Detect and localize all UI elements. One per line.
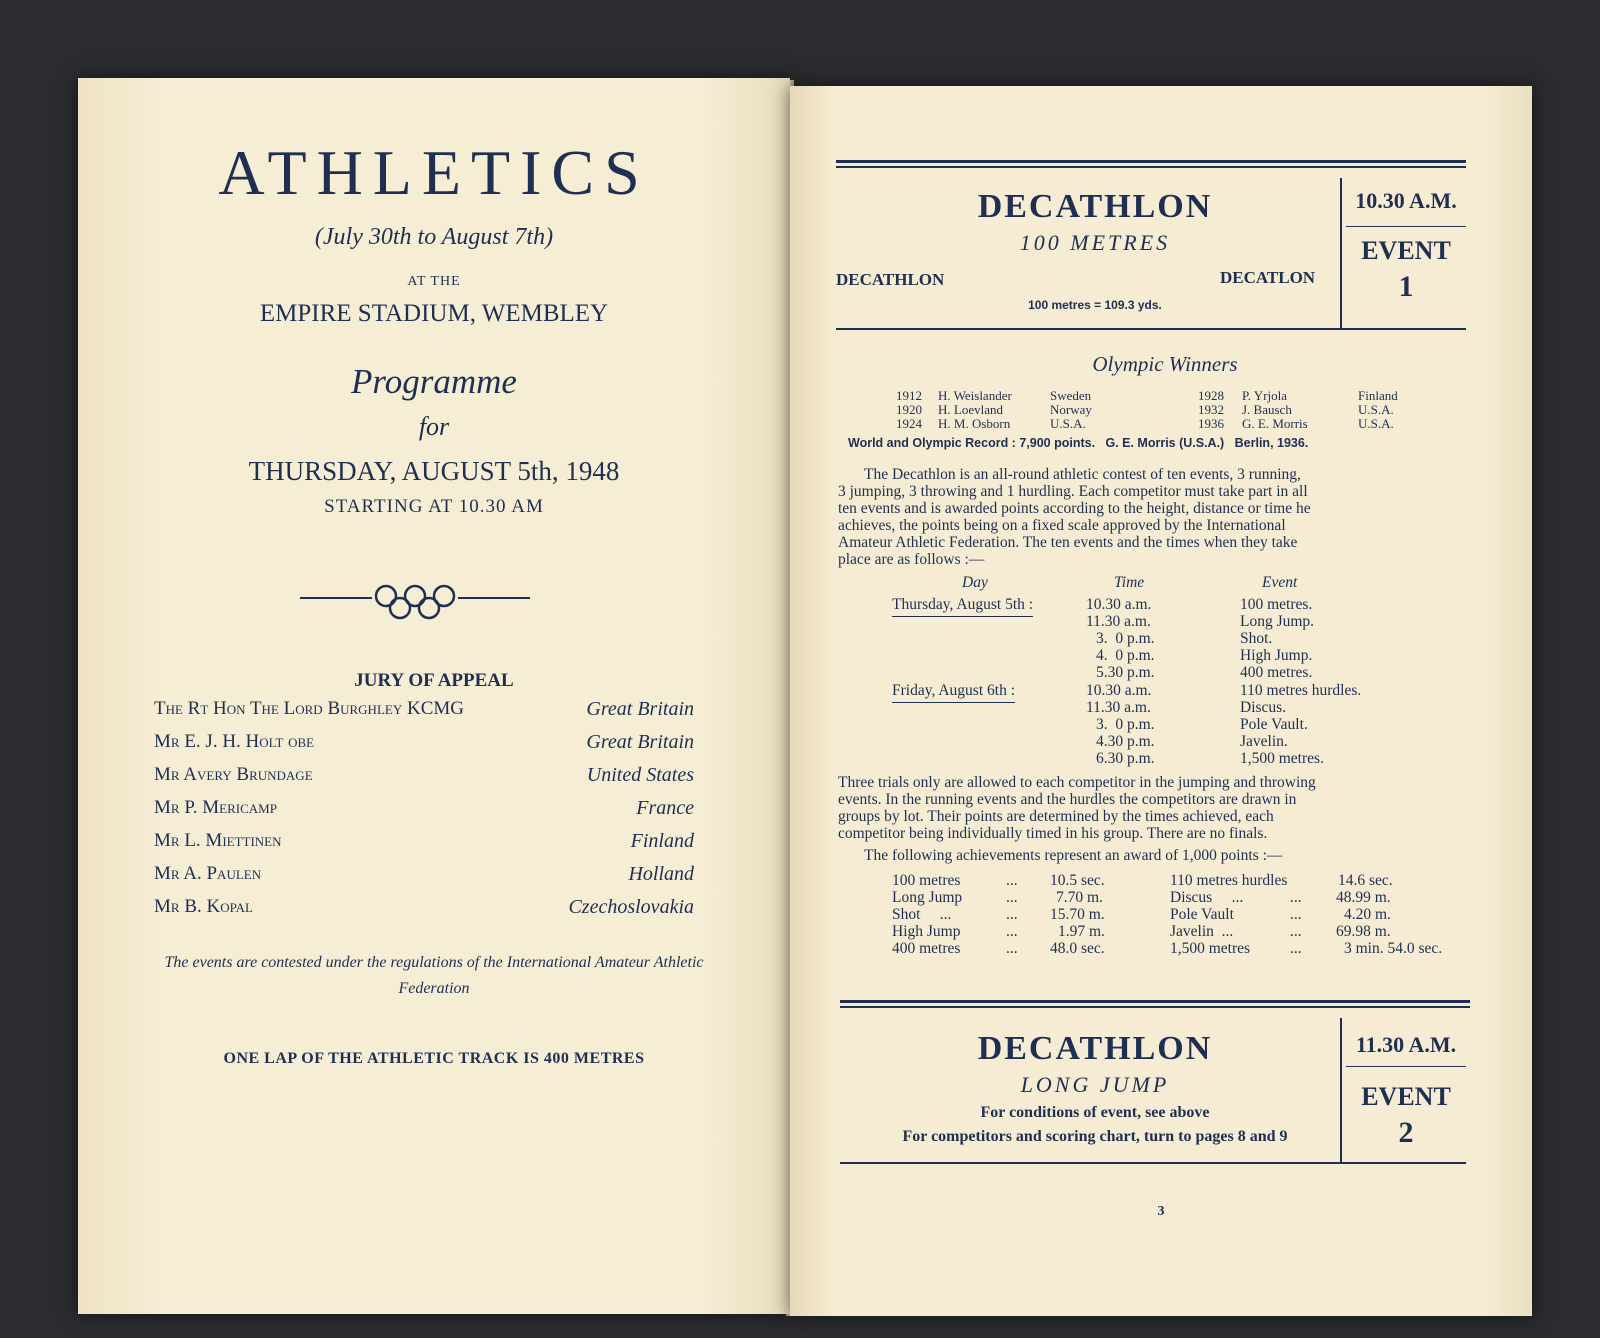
page-number: 3 (1157, 1204, 1165, 1219)
intro-line: The Decathlon is an all-round athletic contest of ten events, 3 running, (864, 466, 1301, 483)
achievement-dots: ... (1006, 923, 1018, 940)
trials-line: Three trials only are allowed to each competitor in the jumping and throwing (838, 774, 1316, 791)
trials-line: events. In the running events and the hurdles the competitors are drawn in (838, 791, 1297, 808)
schedule-header-time: Time (1114, 574, 1145, 591)
winners-heading: Olympic Winners (1092, 352, 1238, 376)
intro-line: place are as follows :— (838, 551, 985, 568)
schedule-time: 4.30 p.m. (1096, 733, 1155, 750)
achievement-dots: ... (1006, 906, 1018, 923)
achievement-value: 10.5 sec. (1050, 872, 1105, 889)
jury-row (154, 731, 694, 763)
achievement-event: Discus ... (1170, 889, 1244, 906)
intro-line: 3 jumping, 3 throwing and 1 hurdling. Each competitor must take part in all (838, 483, 1308, 500)
jury-country: Czechoslovakia (568, 896, 694, 918)
achievement-event: 1,500 metres (1170, 940, 1251, 957)
olympic-rings-icon (300, 584, 530, 624)
schedule-event: Long Jump. (1240, 613, 1315, 630)
achievement-event: 110 metres hurdles (1170, 872, 1288, 889)
world-record: World and Olympic Record : 7,900 points. G. E. Morris (U.S.A.) Berlin, 1936. (848, 436, 1309, 450)
event2-number: 2 (1398, 1116, 1414, 1149)
jury-row (154, 863, 694, 895)
venue: EMPIRE STADIUM, WEMBLEY (259, 300, 609, 327)
jury-country: Great Britain (586, 698, 694, 720)
schedule-event: Pole Vault. (1240, 716, 1308, 733)
intro-line: ten events and is awarded points according to the height, distance or time he (838, 500, 1311, 517)
schedule-time: 10.30 a.m. (1086, 596, 1152, 613)
achievements-intro: The following achievements represent an award of 1,000 points :— (864, 847, 1283, 864)
jury-country: United States (586, 764, 694, 786)
event2-time: 11.30 A.M. (1355, 1032, 1457, 1057)
schedule-time: 3. 0 p.m. (1096, 630, 1155, 647)
winner-year: 1924 (896, 416, 922, 431)
schedule-event: High Jump. (1240, 647, 1313, 664)
event2-competitors-note: For competitors and scoring chart, turn to pages 8 and 9 (902, 1128, 1288, 1145)
jury-row (154, 896, 694, 928)
double-rule-top (836, 160, 1466, 163)
schedule-time: 11.30 a.m. (1086, 613, 1151, 630)
winner-name: H. Loevland (938, 402, 1003, 417)
double-rule-bottom-thin (840, 1006, 1470, 1008)
event1-label: EVENT (1361, 236, 1451, 265)
winner-name: H. Weislander (938, 388, 1012, 403)
winner-year: 1928 (1198, 388, 1224, 403)
event1-conversion: 100 metres = 109.3 yds. (1028, 298, 1162, 312)
event2-label: EVENT (1361, 1082, 1451, 1111)
winner-country: Finland (1358, 388, 1398, 403)
double-rule-bottom (840, 1000, 1470, 1003)
winner-country: Sweden (1050, 388, 1092, 403)
jury-heading: JURY OF APPEAL (354, 670, 514, 691)
achievement-event: 400 metres (892, 940, 961, 957)
schedule-event: Discus. (1240, 699, 1287, 716)
schedule-time: 5.30 p.m. (1096, 664, 1155, 681)
intro-line: Amateur Athletic Federation. The ten events and the times when they take (838, 534, 1298, 551)
event1-time: 10.30 A.M. (1355, 188, 1457, 213)
schedule-event: 100 metres. (1240, 596, 1313, 613)
schedule-event: 110 metres hurdles. (1240, 682, 1362, 699)
winner-year: 1920 (896, 402, 922, 417)
achievement-dots: ... (1290, 889, 1302, 906)
winner-country: Norway (1050, 402, 1092, 417)
schedule-day: Friday, August 6th : (892, 682, 1015, 703)
event1-subtitle: 100 METRES (1019, 230, 1171, 255)
intro-line: achieves, the points being on a fixed scale approved by the International (838, 517, 1286, 534)
winner-country: U.S.A. (1358, 416, 1394, 431)
achievement-value: 48.99 m. (1336, 889, 1391, 906)
winner-name: J. Bausch (1242, 402, 1292, 417)
winner-name: H. M. Osborn (938, 416, 1011, 431)
event1-title: DECATHLON (977, 188, 1213, 225)
jury-name: Mr E. J. H. Holt obe (154, 731, 315, 752)
regulations-note: The events are contested under the regulations of the International Amateur Athletic Federation (164, 954, 704, 997)
schedule-time: 11.30 a.m. (1086, 699, 1151, 716)
jury-row (154, 830, 694, 862)
achievement-value: 69.98 m. (1336, 923, 1391, 940)
jury-row (154, 797, 694, 829)
achievement-dots: ... (1290, 940, 1302, 957)
achievement-event: Pole Vault (1170, 906, 1234, 923)
achievement-dots: ... (1006, 940, 1018, 957)
winner-country: U.S.A. (1358, 402, 1394, 417)
header-bottom-rule (836, 328, 1466, 330)
achievement-event: Long Jump (892, 889, 963, 906)
achievement-value: 4.20 m. (1344, 906, 1391, 923)
programme-heading: Programme (351, 362, 517, 401)
jury-country: France (636, 797, 694, 819)
winner-year: 1912 (896, 388, 922, 403)
at-the-label: AT THE (407, 274, 461, 289)
schedule-header-day: Day (962, 574, 988, 591)
lap-note: ONE LAP OF THE ATHLETIC TRACK IS 400 METRES (223, 1050, 645, 1067)
jury-name: Mr B. Kopal (154, 896, 253, 917)
schedule-time: 3. 0 p.m. (1096, 716, 1155, 733)
for-label: for (418, 412, 450, 441)
achievement-value: 1.97 m. (1058, 923, 1105, 940)
trials-line: competitor being individually timed in his group. There are no finals. (838, 825, 1268, 842)
programme-date: THURSDAY, AUGUST 5th, 1948 (248, 456, 620, 486)
header-divider (1340, 178, 1342, 328)
schedule-event: Javelin. (1240, 733, 1288, 750)
schedule-event: 400 metres. (1240, 664, 1313, 681)
start-time: STARTING AT 10.30 AM (324, 496, 544, 517)
trials-line: groups by lot. Their points are determined by the times achieved, each (838, 808, 1274, 825)
achievement-dots: ... (1006, 889, 1018, 906)
winner-name: G. E. Morris (1242, 416, 1308, 431)
left-page (78, 78, 790, 1314)
jury-country: Great Britain (586, 731, 694, 753)
event2-divider (1340, 1018, 1342, 1162)
jury-row (154, 698, 694, 730)
jury-name: Mr P. Mericamp (154, 797, 277, 818)
achievement-value: 7.70 m. (1056, 889, 1103, 906)
achievement-value: 48.0 sec. (1050, 940, 1105, 957)
jury-name: Mr L. Miettinen (154, 830, 282, 851)
event2-conditions: For conditions of event, see above (980, 1104, 1210, 1121)
achievement-event: 100 metres (892, 872, 961, 889)
event2-title: DECATHLON (977, 1030, 1213, 1067)
achievement-value: 3 min. 54.0 sec. (1344, 940, 1443, 957)
achievement-dots: ... (1290, 906, 1302, 923)
jury-country: Holland (628, 863, 694, 885)
jury-name: Mr Avery Brundage (154, 764, 313, 785)
double-rule-top-thin (836, 166, 1466, 168)
achievement-event: High Jump (892, 923, 961, 940)
achievement-dots: ... (1006, 872, 1018, 889)
achievement-event: Shot ... (892, 906, 952, 923)
time-divider (1346, 226, 1466, 227)
jury-name: Mr A. Paulen (154, 863, 262, 884)
achievement-value: 15.70 m. (1050, 906, 1105, 923)
winner-year: 1936 (1198, 416, 1224, 431)
event2-time-divider (1346, 1066, 1466, 1067)
winner-country: U.S.A. (1050, 416, 1086, 431)
achievement-event: Javelin ... (1170, 923, 1234, 940)
schedule-day: Thursday, August 5th : (892, 596, 1033, 617)
games-dates: (July 30th to August 7th) (314, 224, 554, 250)
achievement-value: 14.6 sec. (1338, 872, 1393, 889)
event1-number: 1 (1398, 270, 1414, 303)
right-page (790, 86, 1532, 1316)
event2-subtitle: LONG JUMP (1020, 1072, 1170, 1097)
page-title: ATHLETICS (218, 137, 650, 208)
jury-name: The Rt Hon The Lord Burghley KCMG (154, 698, 464, 719)
schedule-header-event: Event (1262, 574, 1298, 591)
jury-row (154, 764, 694, 796)
schedule-event: Shot. (1240, 630, 1273, 647)
schedule-time: 6.30 p.m. (1096, 750, 1155, 767)
schedule-time: 10.30 a.m. (1086, 682, 1152, 699)
event1-right-label: DECATLON (1220, 268, 1316, 287)
winner-name: P. Yrjola (1242, 388, 1288, 403)
schedule-event: 1,500 metres. (1240, 750, 1324, 767)
winner-year: 1932 (1198, 402, 1224, 417)
jury-country: Finland (630, 830, 694, 852)
event2-bottom-rule (840, 1162, 1466, 1164)
event1-left-label: DECATHLON (836, 270, 945, 289)
schedule-time: 4. 0 p.m. (1096, 647, 1155, 664)
achievement-dots: ... (1290, 923, 1302, 940)
